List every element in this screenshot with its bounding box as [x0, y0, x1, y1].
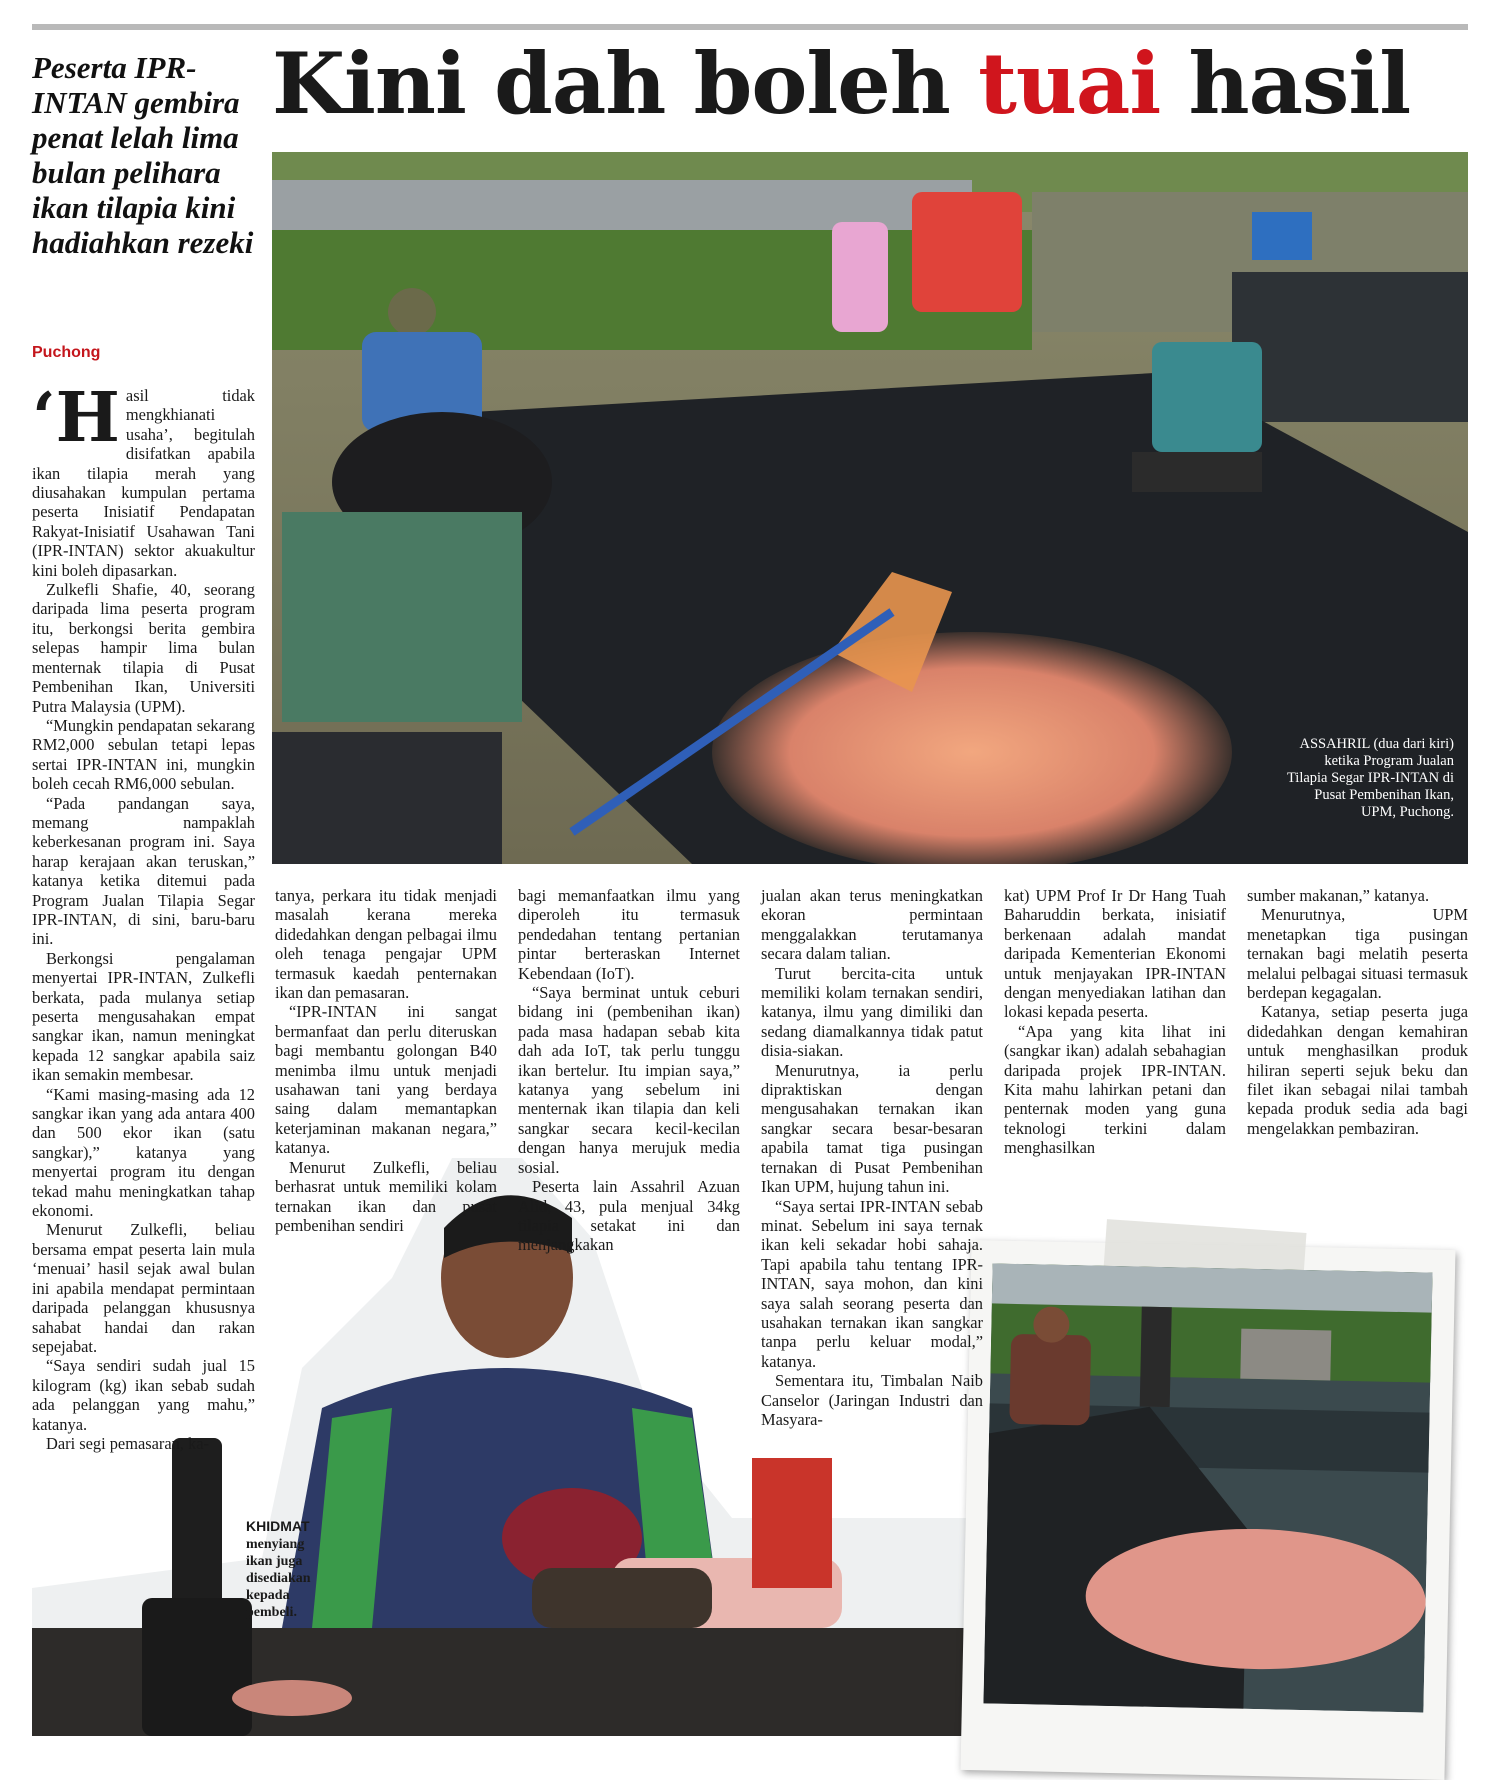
- body-column-1: [32, 378, 255, 1453]
- paragraph: Sementara itu, Timbalan Naib Canselor (Jaringan Industri dan Masyara-: [761, 1371, 983, 1429]
- dateline: Puchong: [32, 344, 101, 361]
- headline-part1: Kini dah boleh: [272, 34, 979, 133]
- body-column-6: [1247, 886, 1468, 1138]
- paragraph: Dari segi pemasaran, ka-: [46, 1433, 209, 1453]
- body-column-5: [1004, 886, 1226, 1158]
- body-column-2: [275, 886, 497, 1235]
- drop-cap: ‘H: [32, 378, 120, 458]
- fish-caption-text: menyiang ikan juga disediakan kepada pembeli.: [246, 1537, 311, 1620]
- paragraph: Peserta lain Assahril Azuan Alid, 43, pula menjual 34kg tilapia setakat ini dan menjangkakan: [518, 1177, 740, 1255]
- top-rule: [32, 24, 1468, 30]
- paragraph: “Mungkin pendapatan sekarang RM2,000 sebulan tetapi lepas sertai IPR-INTAN ini, mungkin boleh cecah RM6,000 sebulan.: [32, 715, 255, 794]
- paragraph: “Kami masing-masing ada 12 sangkar ikan yang ada antara 400 dan 500 ekor ikan (satu sangkar),” katanya yang menyertai program itu dengan tekad mahu meningkatkan tahap ekonomi.: [32, 1084, 255, 1221]
- paragraph: “Pada pandangan saya, memang nampaklah keberkesanan program ini. Saya harap kerajaan akan teruskan,” katanya ketika ditemui pada Program Jualan Tilapia Segar IPR-INTAN, di sini, baru-baru ini.: [32, 793, 255, 949]
- paragraph: “IPR-INTAN ini sangat bermanfaat dan perlu diteruskan bagi membantu golongan B40 menimba ilmu untuk menjadi usahawan tani yang berdaya saing dalam memantapkan keterjaminan makanan negara,” katanya.: [275, 1002, 497, 1158]
- paragraph: Menurutnya, ia perlu dipraktiskan dengan mengusahakan ternakan ikan sangkar secara besar-besaran apabila tamat tiga pusingan ternakan di Pusat Pembenihan Ikan UPM, hujung tahun ini.: [761, 1060, 983, 1197]
- paragraph: kat) UPM Prof Ir Dr Hang Tuah Baharuddin berkata, inisiatif berkenaan adalah mandat daripada Kementerian Ekonomi untuk menjayakan IPR-INTAN dengan menyediakan latihan dan lokasi kepada peserta.: [1004, 886, 1226, 1022]
- headline-part2: hasil: [1160, 34, 1411, 133]
- paragraph: Katanya, setiap peserta juga didedahkan dengan kemahiran untuk menghasilkan produk hiliran seperti sejuk beku dan filet ikan sebagai nilai tambah kepada produk sedia ada bagi mengelakkan pembaziran.: [1247, 1002, 1468, 1138]
- body-column-4: [761, 886, 983, 1429]
- body-column-3: [518, 886, 740, 1255]
- main-photo-caption: ASSAHRIL (dua dari kiri) ketika Program Jualan Tilapia Segar IPR-INTAN di Pusat Pembenihan Ikan, UPM, Puchong.: [1286, 736, 1454, 820]
- paragraph: Menurutnya, UPM menetapkan tiga pusingan ternakan bagi melatih peserta melalui pelbagai situasi termasuk berdepan kegagalan.: [1247, 905, 1468, 1003]
- paragraph: sumber makanan,” katanya.: [1247, 886, 1430, 905]
- paragraph: tanya, perkara itu tidak menjadi masalah kerana mereka didedahkan dengan pelbagai ilmu oleh tenaga pengajar UPM termasuk kaedah penternakan ikan dan pemasaran.: [275, 886, 497, 1003]
- headline: [272, 34, 1410, 134]
- paragraph: “Saya sertai IPR-INTAN sebab minat. Sebelum ini saya ternak ikan keli sekadar hobi sahaja. Tapi apabila tahu tentang IPR-INTAN, saya mohon, dan kini saya salah seorang peserta dan usahakan ternakan ikan sangkar tanpa perlu keluar modal,” katanya.: [761, 1196, 983, 1371]
- paragraph: bagi memanfaatkan ilmu yang diperoleh itu termasuk pendedahan tentang pertanian pintar berteraskan Internet Kebendaan (IoT).: [518, 886, 740, 983]
- paragraph: asil tidak mengkhianati usaha’, begitulah disifatkan apabila ikan tilapia merah yang diusahakan kumpulan pertama peserta Inisiatif Pendapatan Rakyat-Inisiatif Usahawan Tani (IPR-INTAN) sektor akuakultur kini boleh dipasarkan.: [32, 386, 255, 580]
- paragraph: “Apa yang kita lihat ini (sangkar ikan) adalah sebahagian daripada projek IPR-INTAN. Kita mahu lahirkan petani dan penternak moden yang guna teknologi terkini dalam menghasilkan: [1004, 1021, 1226, 1158]
- paragraph: Zulkefli Shafie, 40, seorang daripada lima peserta program itu, berkongsi berita gembira selepas hampir lima bulan menternak tilapia di Pusat Pembenihan Ikan, Universiti Putra Malaysia (UPM).: [32, 580, 255, 716]
- headline-highlight: tuai: [978, 34, 1161, 133]
- paragraph: “Saya sendiri sudah jual 15 kilogram (kg) ikan sebab sudah ada pelanggan yang mahu,” katanya.: [32, 1356, 255, 1434]
- paragraph: “Saya berminat untuk ceburi bidang ini (pembenihan ikan) pada masa hadapan sebab kita dah ada IoT, tak perlu tunggu ikan bertelur. Itu impian saya,” katanya yang sebelum ini menternak ikan tilapia dan keli sangkar secara kecil-kecilan dengan hanya merujuk media sosial.: [518, 983, 740, 1177]
- polaroid-photo: [983, 1263, 1432, 1712]
- paragraph: Menurut Zulkefli, beliau bersama empat peserta lain mula ‘menuai’ hasil sejak awal bulan ini apabila mendapat permintaan daripada pelanggan khususnya sahabat handai dan rakan sepejabat.: [32, 1220, 255, 1356]
- deck: Peserta IPR-INTAN gembira penat lelah lima bulan pelihara ikan tilapia kini hadiahkan rezeki: [32, 50, 254, 260]
- fish-photo-caption: [246, 1518, 316, 1621]
- paragraph: Berkongsi pengalaman menyertai IPR-INTAN, Zulkefli berkata, pada mulanya setiap peserta mengusahakan empat sangkar ikan, namun meningkat kepada 12 sangkar apabila saiz ikan semakin membesar.: [32, 948, 255, 1085]
- fish-caption-lead: KHIDMAT: [246, 1518, 310, 1534]
- paragraph: Menurut Zulkefli, beliau berhasrat untuk memiliki kolam ternakan ikan dan pusat pembenihan sendiri: [275, 1157, 497, 1235]
- paragraph: jualan akan terus meningkatkan ekoran permintaan menggalakkan terutamanya secara dalam talian.: [761, 886, 983, 964]
- paragraph: Turut bercita-cita untuk memiliki kolam ternakan sendiri, katanya, ilmu yang dimiliki dan sedang diamalkannya tidak patut disia-siakan.: [761, 963, 983, 1061]
